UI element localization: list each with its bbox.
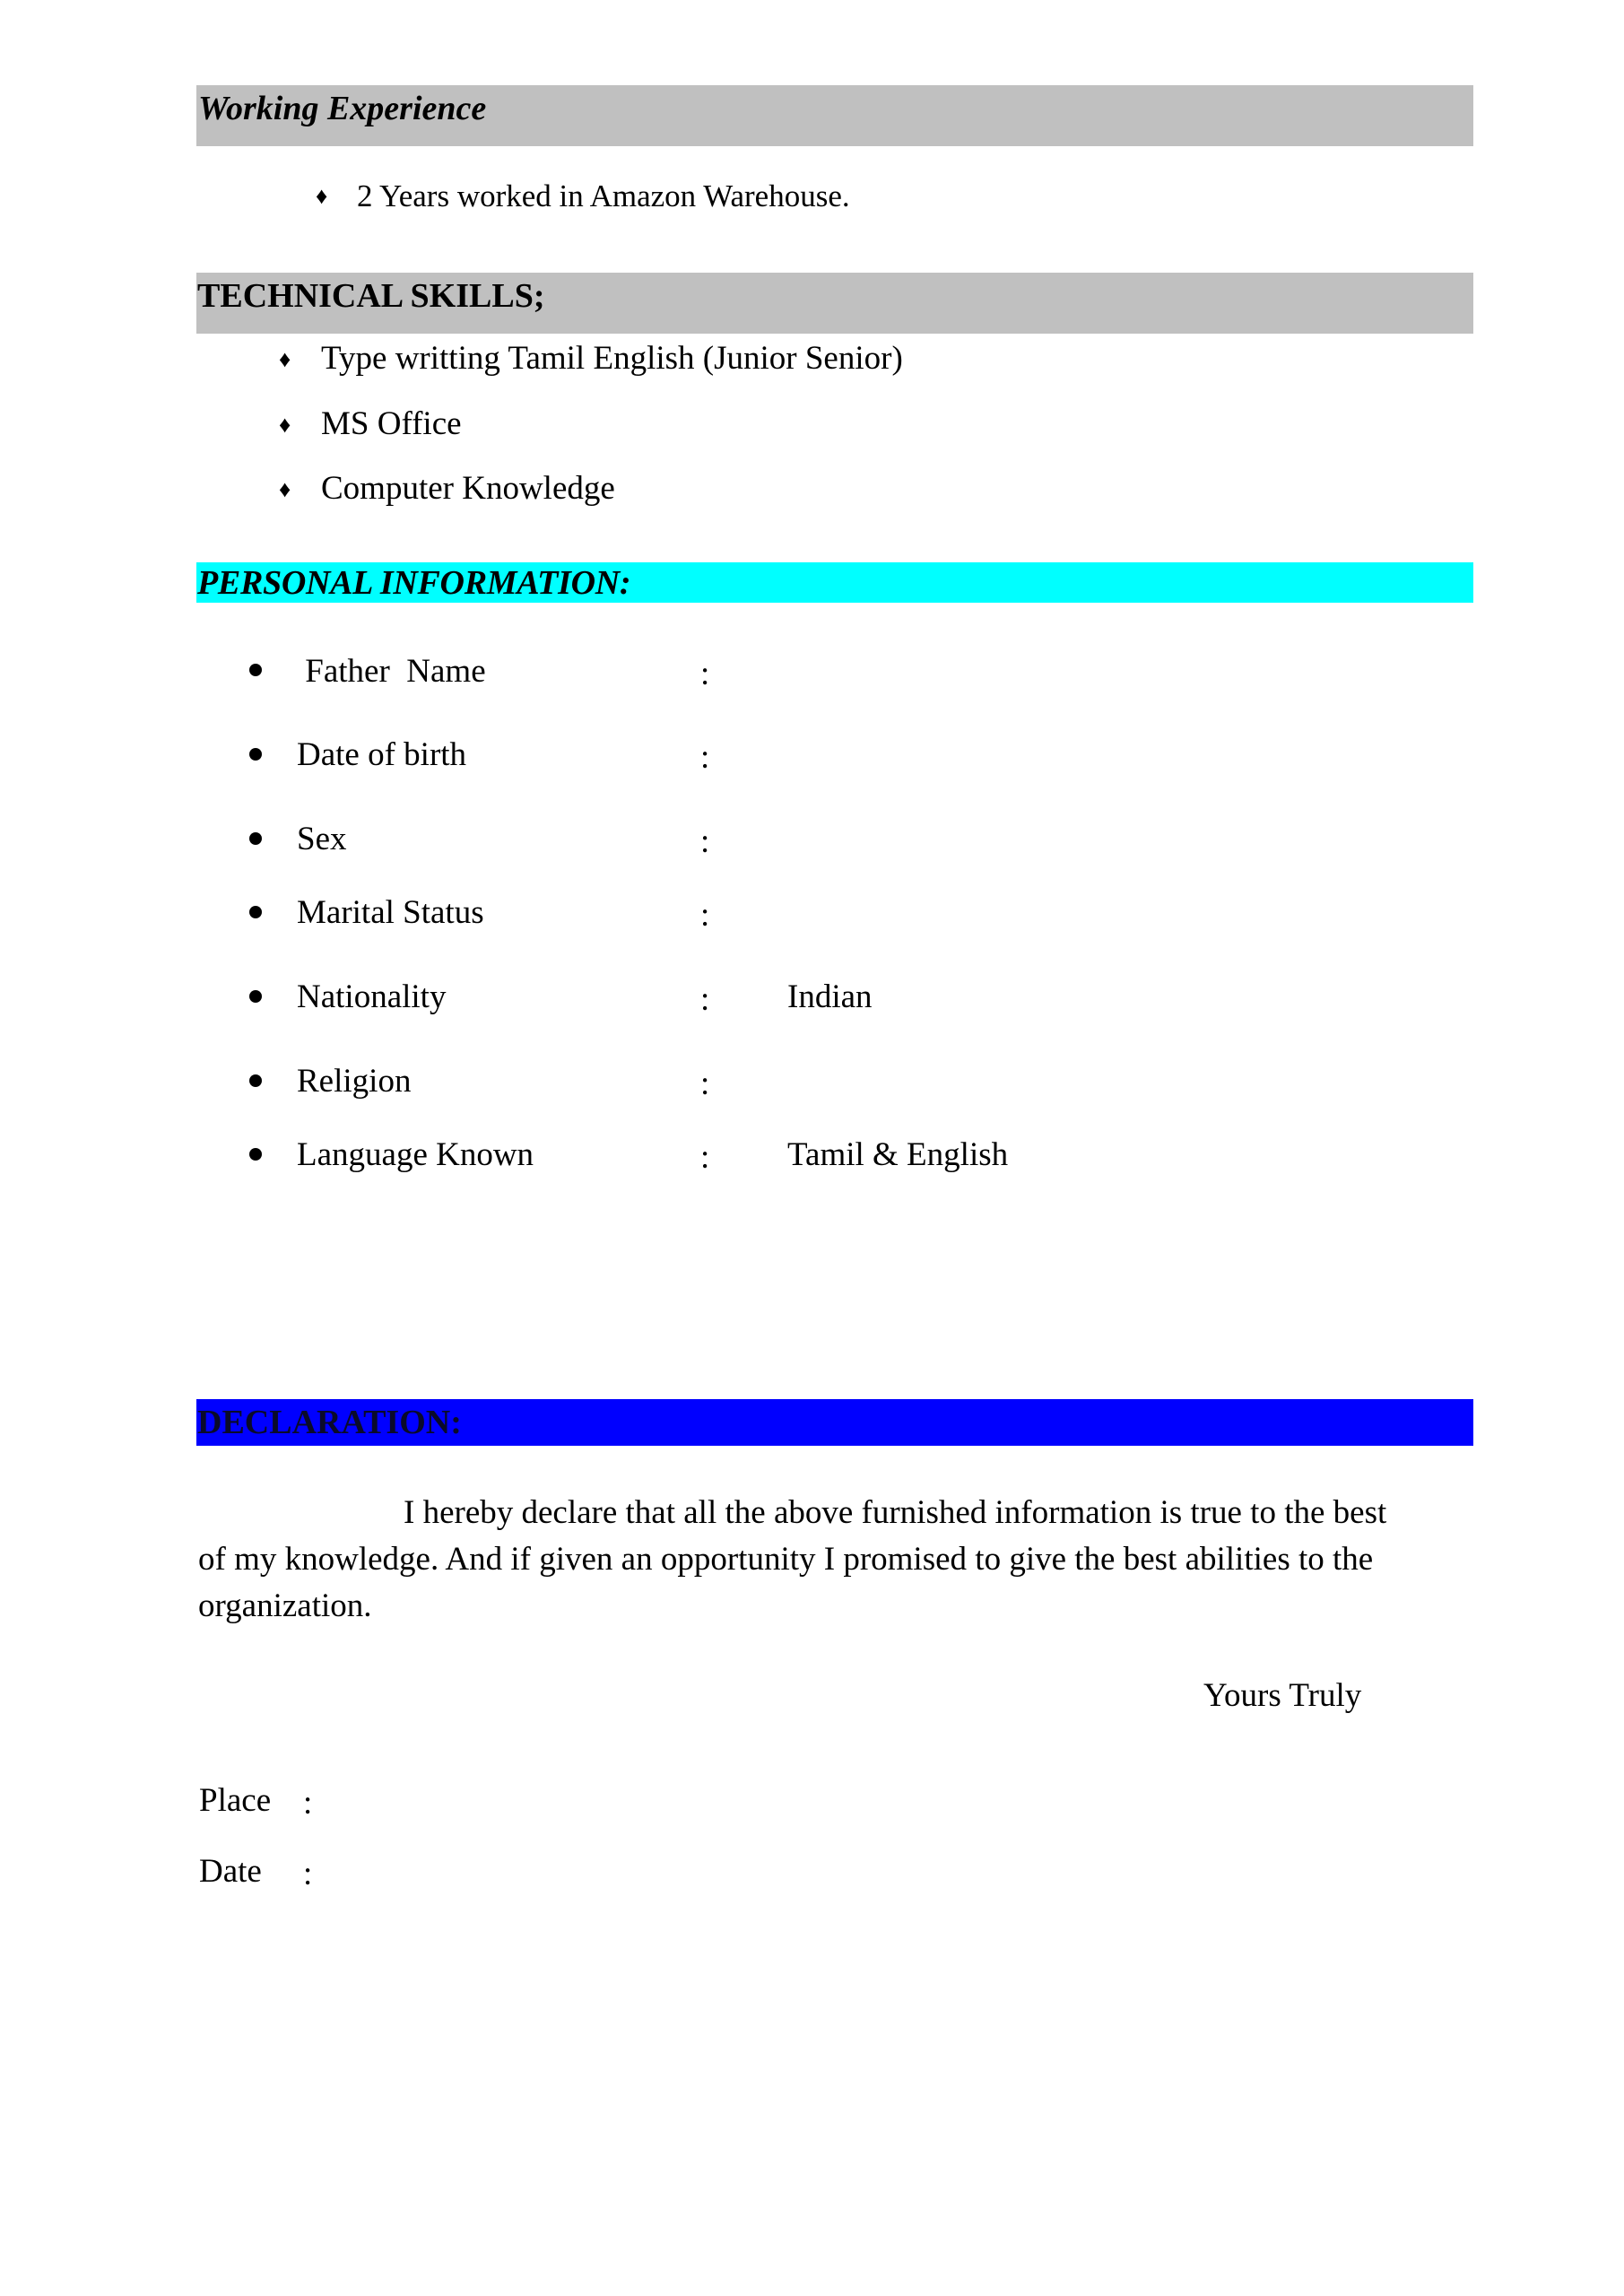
field-label: Date of birth	[297, 736, 467, 773]
field-label: Nationality	[297, 978, 447, 1015]
date-label: Date	[199, 1853, 262, 1890]
field-separator: :	[700, 739, 710, 776]
field-label: Father Name	[297, 653, 486, 690]
field-separator: :	[700, 981, 710, 1018]
skill-item: Computer Knowledge	[321, 470, 615, 507]
skill-item: MS Office	[321, 405, 462, 442]
field-label: Marital Status	[297, 894, 484, 931]
bullet-dot-icon	[249, 990, 262, 1003]
section-title: TECHNICAL SKILLS;	[197, 277, 545, 315]
field-value: Tamil & English	[787, 1136, 1009, 1173]
declaration-line: of my knowledge. And if given an opportunity I promised to give the best abilities to the	[198, 1541, 1374, 1578]
field-separator: :	[700, 1065, 710, 1102]
diamond-bullet-icon: ♦	[279, 476, 291, 502]
closing-signoff: Yours Truly	[1203, 1677, 1362, 1714]
bullet-dot-icon	[249, 664, 262, 676]
field-separator: :	[700, 656, 710, 692]
section-header-technical-skills	[196, 273, 1473, 334]
place-label: Place	[199, 1782, 272, 1819]
date-separator: :	[303, 1856, 313, 1892]
work-experience-item: 2 Years worked in Amazon Warehouse.	[357, 178, 850, 213]
field-separator: :	[700, 1139, 710, 1176]
bullet-dot-icon	[249, 748, 262, 761]
section-title: DECLARATION:	[197, 1404, 462, 1441]
section-title: PERSONAL INFORMATION:	[197, 564, 631, 602]
section-title: Working Experience	[198, 90, 487, 127]
bullet-dot-icon	[249, 1074, 262, 1087]
section-header-working-experience	[196, 85, 1473, 146]
field-label: Sex	[297, 821, 347, 857]
field-label: Religion	[297, 1063, 412, 1100]
place-separator: :	[303, 1785, 313, 1822]
diamond-bullet-icon: ♦	[316, 183, 328, 209]
declaration-line: organization.	[198, 1587, 372, 1624]
declaration-line: I hereby declare that all the above furnished information is true to the best	[404, 1494, 1387, 1531]
diamond-bullet-icon: ♦	[279, 412, 291, 438]
bullet-dot-icon	[249, 832, 262, 845]
field-label: Language Known	[297, 1136, 534, 1173]
section-header-personal-information	[196, 562, 1473, 603]
section-header-declaration	[196, 1399, 1473, 1446]
bullet-dot-icon	[249, 906, 262, 918]
skill-item: Type writting Tamil English (Junior Senior)	[321, 340, 903, 377]
field-separator: :	[700, 823, 710, 860]
bullet-dot-icon	[249, 1148, 262, 1161]
field-separator: :	[700, 897, 710, 934]
diamond-bullet-icon: ♦	[279, 346, 291, 372]
field-value: Indian	[787, 978, 873, 1015]
